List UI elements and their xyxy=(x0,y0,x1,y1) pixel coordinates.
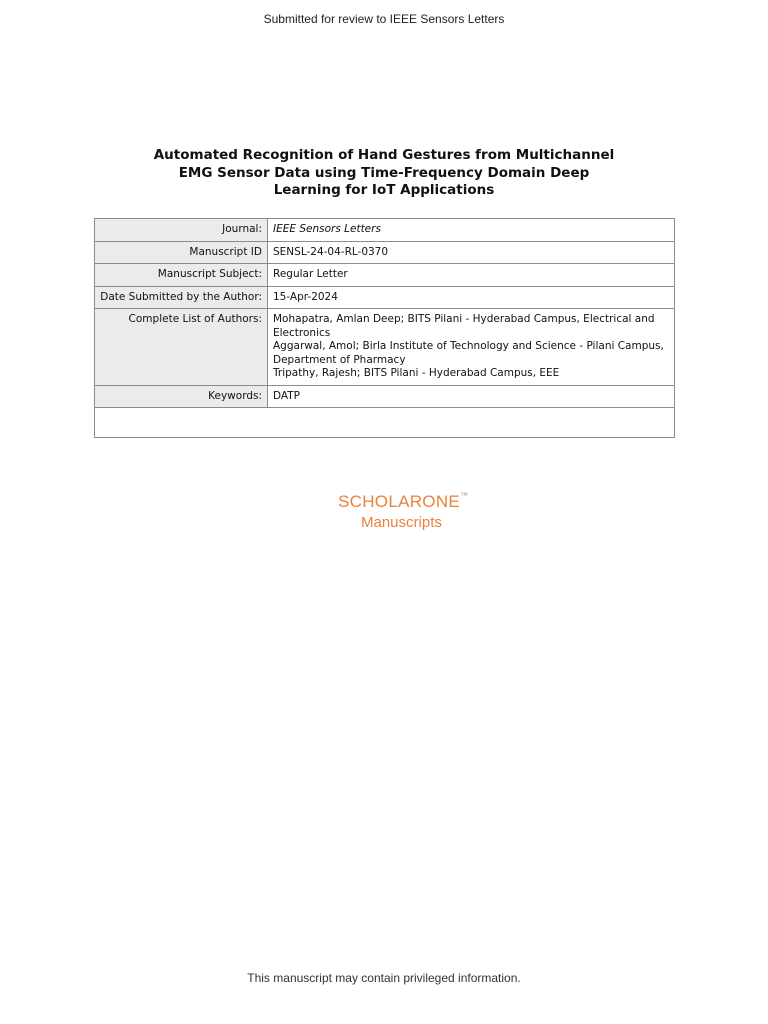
authors-value xyxy=(268,309,675,386)
manuscript-id-value: SENSL-24-04-RL-0370 xyxy=(268,241,675,264)
manuscript-title xyxy=(100,147,668,200)
journal-value: IEEE Sensors Letters xyxy=(268,219,675,242)
journal-label: Journal: xyxy=(95,219,268,242)
authors-label: Complete List of Authors: xyxy=(95,309,268,386)
logo-subtitle: Manuscripts xyxy=(361,514,442,531)
privileged-info-footer: This manuscript may contain privileged information. xyxy=(247,971,521,985)
title-line: Automated Recognition of Hand Gestures from Multichannel xyxy=(153,147,615,163)
scholarone-logo xyxy=(338,492,468,531)
author-entry: Mohapatra, Amlan Deep; BITS Pilani - Hyderabad Campus, Electrical and Electronics xyxy=(273,313,655,339)
keywords-row xyxy=(95,385,675,408)
review-header-note: Submitted for review to IEEE Sensors Letters xyxy=(263,12,505,26)
empty-row xyxy=(95,408,675,438)
logo-word-part2: ONE xyxy=(422,492,461,511)
title-line: EMG Sensor Data using Time-Frequency Domain Deep xyxy=(178,164,590,181)
date-row xyxy=(95,286,675,309)
subject-label: Manuscript Subject: xyxy=(95,264,268,287)
subject-value: Regular Letter xyxy=(268,264,675,287)
title-line: Learning for IoT Applications xyxy=(273,182,495,198)
authors-row xyxy=(95,309,675,386)
keywords-label: Keywords: xyxy=(95,385,268,408)
subject-row xyxy=(95,264,675,287)
logo-wordmark xyxy=(338,492,460,511)
logo-word-part1: SCHOLAR xyxy=(338,492,423,511)
empty-cell xyxy=(95,408,675,438)
manuscript-id-row xyxy=(95,241,675,264)
journal-row xyxy=(95,219,675,242)
author-entry: Tripathy, Rajesh; BITS Pilani - Hyderabad Campus, EEE xyxy=(273,367,560,379)
manuscript-id-label: Manuscript ID xyxy=(95,241,268,264)
date-label: Date Submitted by the Author: xyxy=(95,286,268,309)
date-value: 15-Apr-2024 xyxy=(268,286,675,309)
keywords-value: DATP xyxy=(268,385,675,408)
manuscript-metadata-table xyxy=(94,218,675,438)
logo-trademark: ™ xyxy=(460,491,469,500)
author-entry: Aggarwal, Amol; Birla Institute of Technology and Science - Pilani Campus, Department of Pharmacy xyxy=(273,340,664,366)
